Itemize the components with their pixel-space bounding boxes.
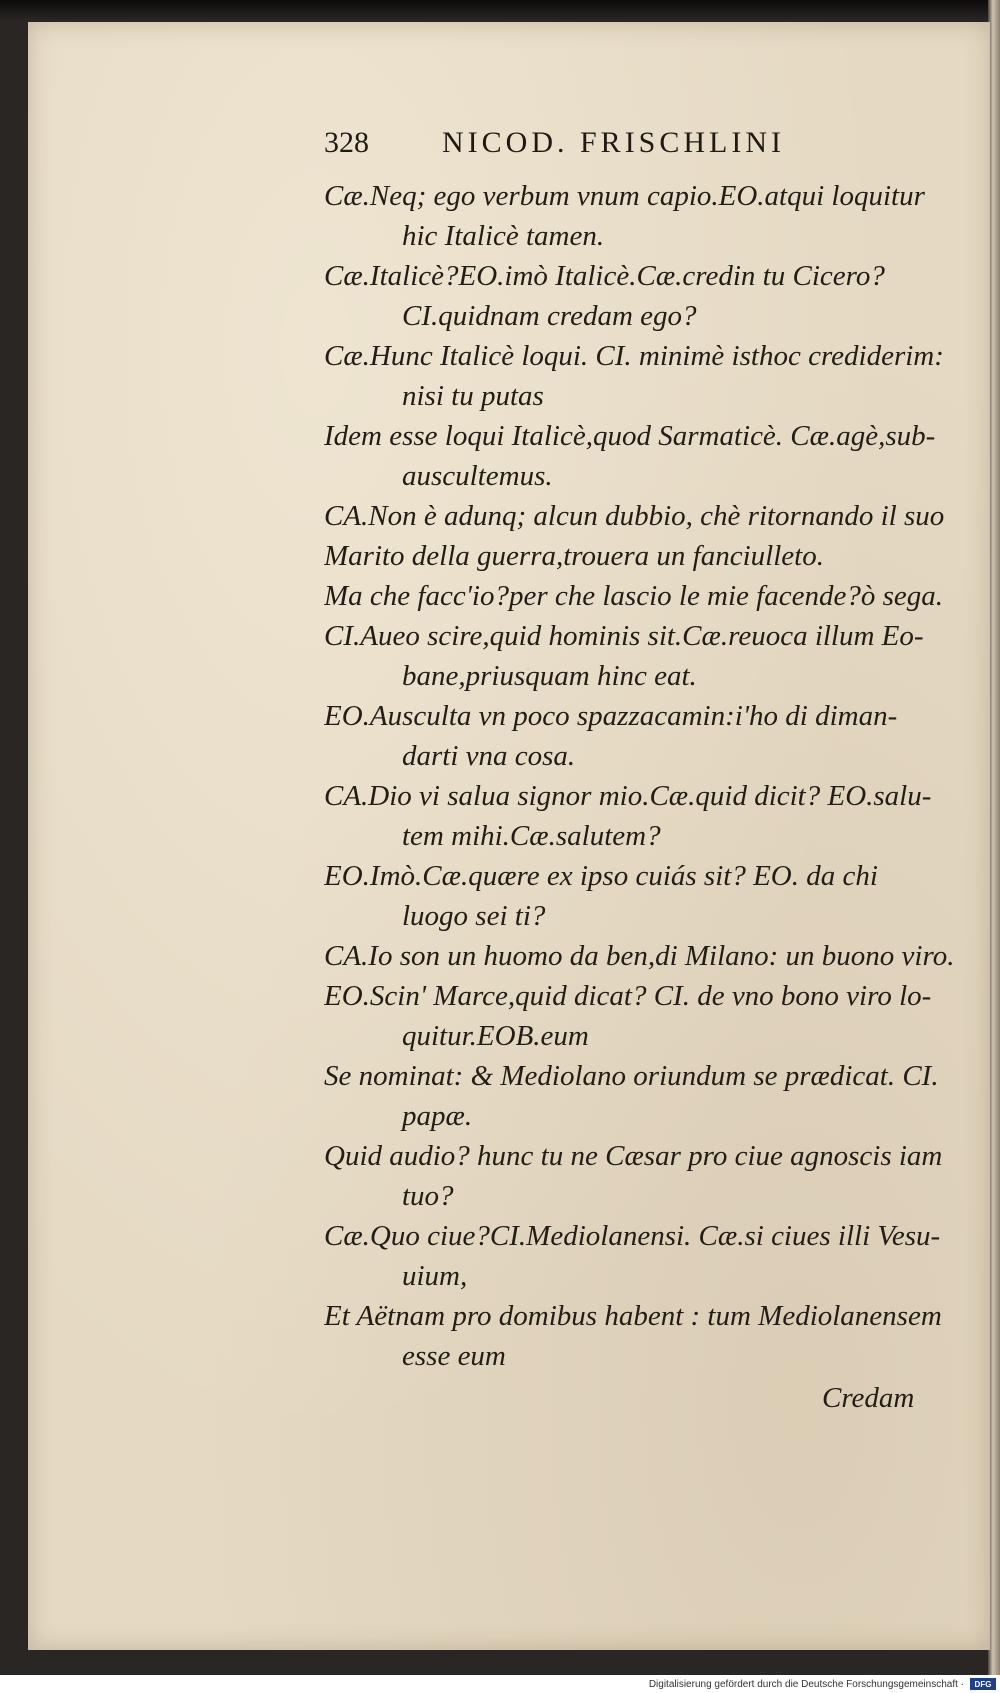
text-line: CI.quidnam credam ego? xyxy=(402,300,697,332)
text-line: Cæ.Neq; ego verbum vnum capio.EO.atqui loquitur xyxy=(324,180,925,212)
catchword: Credam xyxy=(822,1382,915,1414)
text-line: EO.Ausculta vn poco spazzacamin:i'ho di diman- xyxy=(324,700,898,732)
text-line: Quid audio? hunc tu ne Cæsar pro ciue agnoscis iam xyxy=(324,1140,943,1172)
text-line: uium, xyxy=(402,1260,468,1292)
text-line: CA.Non è adunq; alcun dubbio, chè ritornando il suo xyxy=(324,500,945,532)
text-line: Se nominat: & Mediolano oriundum se prædicat. CI. xyxy=(324,1060,939,1092)
text-line: auscultemus. xyxy=(402,460,553,492)
text-line: CA.Dio vi salua signor mio.Cæ.quid dicit? EO.salu- xyxy=(324,780,932,812)
running-title: NICOD. FRISCHLINI xyxy=(442,126,786,159)
text-line: EO.Scin' Marce,quid dicat? CI. de vno bono viro lo- xyxy=(324,980,932,1012)
footer-credit: Digitalisierung gefördert durch die Deutsche Forschungsgemeinschaft · xyxy=(648,1678,964,1690)
text-line: luogo sei ti? xyxy=(402,900,546,932)
page-number: 328 xyxy=(324,126,369,159)
text-line: esse eum xyxy=(402,1340,506,1372)
footer-bar xyxy=(0,1675,1000,1693)
scan-border-top xyxy=(0,0,1000,22)
text-line: nisi tu putas xyxy=(402,380,544,412)
text-line: CI.Aueo scire,quid hominis sit.Cæ.reuoca illum Eo- xyxy=(324,620,924,652)
page-header xyxy=(324,126,964,168)
text-line: darti vna cosa. xyxy=(402,740,576,772)
dfg-logo: DFG xyxy=(970,1678,996,1690)
text-line: Et Aëtnam pro domibus habent : tum Mediolanensem xyxy=(324,1300,942,1332)
text-line: bane,priusquam hinc eat. xyxy=(402,660,697,692)
text-block xyxy=(324,176,974,1376)
text-line: Marito della guerra,trouera un fanciulleto. xyxy=(324,540,824,572)
text-line: Ma che facc'io?per che lascio le mie facende?ò sega. xyxy=(324,580,944,612)
text-line: Idem esse loqui Italicè,quod Sarmaticè. Cæ.agè,sub- xyxy=(324,420,936,452)
text-line: Cæ.Hunc Italicè loqui. CI. minimè isthoc crediderim: xyxy=(324,340,944,372)
text-line: papæ. xyxy=(402,1100,473,1132)
text-line: CA.Io son un huomo da ben,di Milano: un buono viro. xyxy=(324,940,955,972)
text-line: Cæ.Quo ciue?CI.Mediolanensi. Cæ.si ciues illi Vesu- xyxy=(324,1220,941,1252)
text-line: EO.Imò.Cæ.quære ex ipso cuiás sit? EO. da chi xyxy=(324,860,878,892)
text-line: Cæ.Italicè?EO.imò Italicè.Cæ.credin tu Cicero? xyxy=(324,260,885,292)
text-line: tuo? xyxy=(402,1180,454,1212)
text-line: hic Italicè tamen. xyxy=(402,220,605,252)
text-line: quitur.EOB.eum xyxy=(402,1020,589,1052)
text-line: tem mihi.Cæ.salutem? xyxy=(402,820,661,852)
